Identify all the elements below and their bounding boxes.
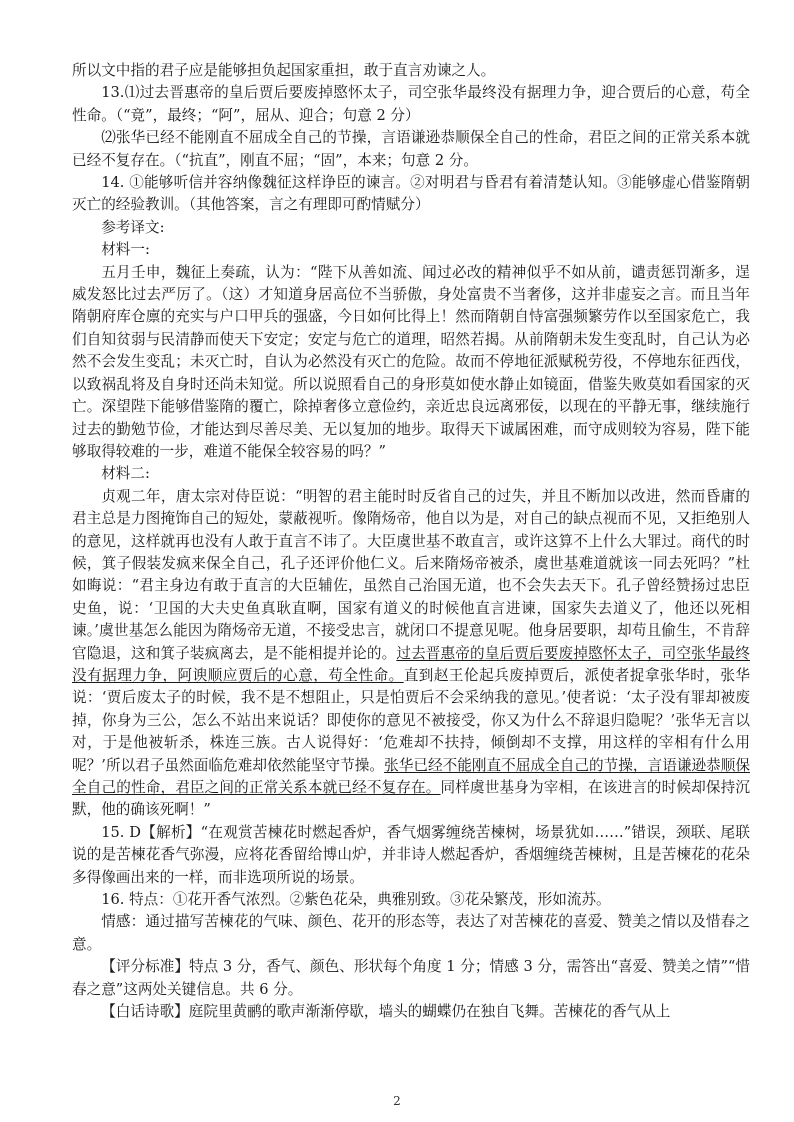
answer-15: 15. D【解析】“在观赏苦楝花时燃起香炉，香气烟雾缠绕苦楝树，场景犹如……”错误，颈联、尾联说的是苦楝花香气弥漫，应将花香留给博山炉，并非诗人燃起香炉，香烟缠绕苦楝树，且是苦楝花的花朵多得像画出来的一样，而非选项所说的场景。 bbox=[72, 823, 750, 886]
paragraph-conclusion: 所以文中指的君子应是能够担负起国家重担，敢于直言劝谏之人。 bbox=[72, 62, 496, 79]
answer-13-2: ⑵张华已经不能刚直不屈成全自己的节操，言语谦逊恭顺保全自己的性命，君臣之间的正常关系本就已经不复存在。（“抗直”，刚直不屈；“固”，本来；句意 2 分。 bbox=[72, 129, 750, 169]
scoring-criteria: 【评分标准】特点 3 分，香气、颜色、形状每个角度 1 分；情感 3 分，需答出“喜爱、赞美之情”“惜春之意”这两处关键信息。共 6 分。 bbox=[72, 958, 750, 998]
vernacular-poem: 【白话诗歌】庭院里黄鹂的歌声渐渐停歇，墙头的蝴蝶仍在独自飞舞。苦楝花的香气从上 bbox=[101, 1003, 671, 1021]
underlined-sentence-1: 过去晋惠帝的皇后贾后要废掉愍怀太子，司空张华最终没有据理力争，阿谀顺应贾后的心意，苟全性命。 bbox=[72, 644, 750, 684]
material-1-text: 五月壬申，魏征上奏疏，认为：“陛下从善如流、闻过必改的精神似乎不如从前，谴责惩罚渐多，逞威发怒比过去严厉了。（这）才知道身居高位不当骄傲，身处富贵不当奢侈，这并非虚妄之言。而且当年隋朝府库仓廪的充实与户口甲兵的强盛，今日如何比得上！然而隋朝自恃富强频繁劳作以至国家危亡，我们自知贫弱与民清静而使天下安定；安定与危亡的道理，昭然若揭。从前隋朝未发生变乱时，自己认为必然不会发生变乱；未灭亡时，自认为必然没有灭亡的危险。故而不停地征派赋税劳役，不停地东征西伐，以致祸乱将及自身时还尚未知觉。所以说照看自己的身形莫如使水静止如镜面，借鉴失败莫如看国家的灭亡。深望陛下能够借鉴隋的覆亡，除掉奢侈立意俭约，亲近忠良远离邪佞，以现在的平静无事，继续施行过去的勤勉节俭，才能达到尽善尽美、无以复加的地步。取得天下诚属困难，而守成则较为容易，陛下能够取得较难的一步，难道不能保全较容易的吗？” bbox=[72, 263, 750, 460]
page-number: 2 bbox=[393, 1094, 401, 1108]
answer-16-features: 16. 特点：①花开香气浓烈。②紫色花朵，典雅别致。③花朵繁茂，形如流苏。 bbox=[101, 891, 611, 909]
translation-heading: 参考译文: bbox=[101, 218, 165, 236]
answer-13-1: 13.⑴过去晋惠帝的皇后贾后要废掉愍怀太子，司空张华最终没有据理力争，迎合贾后的心意，苟全性命。（“竟”，最终；“阿”，屈从、迎合；句意 2 分） bbox=[72, 84, 750, 124]
page-text-area bbox=[72, 60, 750, 1023]
material-2-part-3: 同样虞世基身为宰相，在该进言的时候却保持沉默，他的确该死啊！” bbox=[72, 779, 750, 819]
material-2-text bbox=[72, 486, 750, 822]
answer-16-emotion: 情感：通过描写苦楝花的气味、颜色、花开的形态等，表达了对苦楝花的喜爱、赞美之情以及惜春之意。 bbox=[72, 913, 750, 953]
material-2-part-1: 贞观二年，唐太宗对侍臣说：“明智的君主能时时反省自己的过失，并且不断加以改进，然而昏庸的君主总是力图掩饰自己的短处，蒙蔽视听。像隋炀帝，他自以为是，对自己的缺点视而不见，又拒绝别人的意见，这样就再也没有人敢于直言不讳了。大臣虞世基不敢直言，或许这算不上什么大罪过。商代的时候，箕子假装发疯来保全自己，孔子还评价他仁义。后来隋炀帝被杀，虞世基难道就该一同去死吗？”杜如晦说：“君主身边有敢于直言的大臣辅佐，虽然自己治国无道，也不会失去天下。孔子曾经赞扬过忠臣史鱼，说：‘卫国的大夫史鱼真耿直啊，国家有道义的时候他直言进谏，国家失去道义了，他还以死相谏。’虞世基怎么能因为隋炀帝无道，不接受忠言，就闭口不提意见呢。他身居要职，却苟且偷生，不肯辞官隐退，这和箕子装疯离去，是不能相提并论的。 bbox=[72, 487, 750, 662]
material-1-heading: 材料一: bbox=[101, 241, 150, 259]
material-2-heading: 材料二: bbox=[101, 465, 150, 483]
underlined-sentence-2: 张华已经不能刚直不屈成全自己的节操，言语谦逊恭顺保全自己的性命，君臣之间的正常关系本就已经不复存在。 bbox=[72, 756, 750, 796]
material-2-part-2: 直到赵王伦起兵废掉贾后，派使者捉拿张华时，张华说：‘贾后废太子的时候，我不是不想阻止，只是怕贾后不会采纳我的意见。’使者说：‘太子没有罪却被废掉，你身为三公，怎么不站出来说话？即使你的意见不被接受，你又为什么不辞退归隐呢？’张华无言以对，于是他被斩杀，株连三族。古人说得好：‘危难却不扶持，倾倒却不支撑，用这样的宰相有什么用呢？’所以君子虽然面临危难却依然能坚守节操。 bbox=[72, 666, 750, 774]
answer-14: 14. ①能够听信并容纳像魏征这样诤臣的谏言。②对明君与昏君有着清楚认知。③能够虚心借鉴隋朝灭亡的经验教训。（其他答案，言之有理即可酌情赋分） bbox=[72, 174, 750, 214]
